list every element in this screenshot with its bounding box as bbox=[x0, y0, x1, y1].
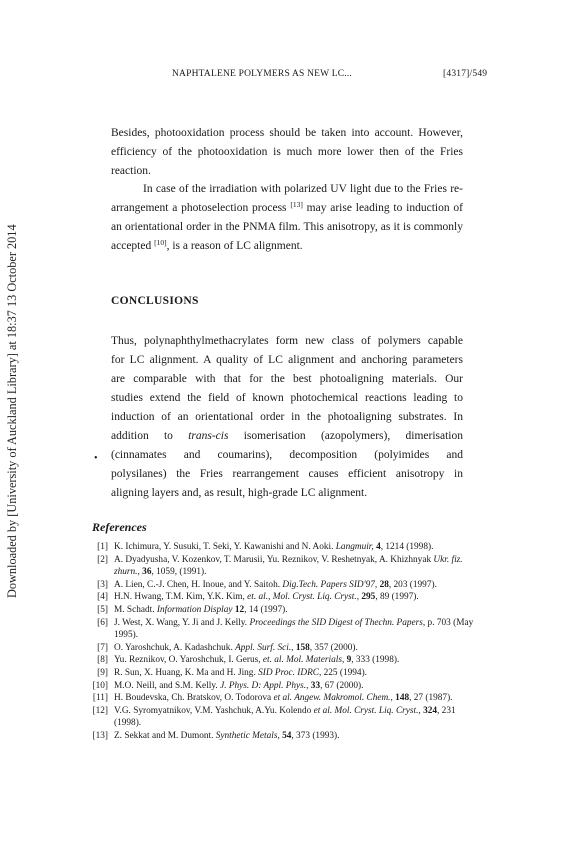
reference-text: A. Lien, C.-J. Chen, H. Inoue, and Y. Saitoh. Dig.Tech. Papers SID'97, 28, 203 (1997). bbox=[114, 579, 437, 590]
reference-text: H.N. Hwang, T.M. Kim, Y.K. Kim, et. al., Mol. Cryst. Liq. Cryst., 295, 89 (1997). bbox=[114, 592, 419, 603]
reference-item bbox=[84, 541, 484, 554]
paragraph-photoselection bbox=[111, 180, 463, 256]
reference-item bbox=[84, 591, 484, 604]
reference-item bbox=[84, 642, 484, 655]
reference-item bbox=[84, 554, 484, 579]
reference-number: [13] bbox=[92, 730, 108, 741]
citation-13: [13] bbox=[290, 200, 303, 209]
running-header bbox=[0, 69, 581, 83]
reference-text: R. Sun, X. Huang, K. Ma and H. Jing. SID Proc. IDRC, 225 (1994). bbox=[114, 667, 367, 678]
citation-10: [10] bbox=[154, 238, 167, 247]
reference-number: [3] bbox=[97, 579, 108, 590]
reference-text: A. Dyadyusha, V. Kozenkov, T. Marusii, Yu. Reznikov, V. Reshetnyak, A. Khizhnyak Ukr. fiz. zhurn., 36, 1059, (1991). bbox=[114, 554, 463, 578]
reference-number: [12] bbox=[92, 705, 108, 716]
reference-text: V.G. Syromyatnikov, V.M. Yashchuk, A.Yu. Kolendo et al. Mol. Cryst. Liq. Cryst., 324, 231 (1998). bbox=[114, 705, 456, 729]
reference-item bbox=[84, 730, 484, 743]
reference-item bbox=[84, 654, 484, 667]
page-number: [4317]/549 bbox=[443, 69, 488, 79]
references-heading: References bbox=[92, 520, 147, 534]
reference-number: [11] bbox=[92, 693, 108, 704]
paragraph-photoselection-part1: In case of the irradiation with polarized UV light due to the Fries re-arrangement a photoselection process bbox=[111, 183, 463, 214]
reference-number: [9] bbox=[97, 667, 108, 678]
conclusions-line: (cinnamates and coumarins), decomposition (polyimides and bbox=[111, 449, 463, 461]
reference-text: H. Boudevska, Ch. Bratskov, O. Todorova et al. Angew. Makromol. Chem., 148, 27 (1987). bbox=[114, 693, 453, 704]
paragraph-photoselection-part2: may arise leading to induction of an orientational order in the PNMA film. This anisotropy, as it is commonly accepted bbox=[111, 202, 463, 252]
conclusions-line: Thus, polynaphthylmethacrylates form new class of polymers capable bbox=[111, 335, 463, 347]
conclusions-line: for LC alignment. A quality of LC alignment and anchoring parameters bbox=[111, 354, 463, 366]
reference-number: [10] bbox=[92, 680, 108, 691]
reference-number: [5] bbox=[97, 604, 108, 615]
reference-number: [1] bbox=[97, 542, 108, 552]
reference-number: [7] bbox=[97, 642, 108, 653]
running-title: NAPHTALENE POLYMERS AS NEW LC... bbox=[172, 69, 353, 79]
reference-number: [2] bbox=[97, 554, 108, 565]
conclusions-line: induction of an orientational order in the photoaligning substrates. In bbox=[111, 411, 463, 423]
reference-text: M.O. Neill, and S.M. Kelly. J. Phys. D: Appl. Phys., 33, 67 (2000). bbox=[114, 680, 364, 691]
paragraph-photoselection-body bbox=[111, 180, 463, 256]
reference-item bbox=[84, 680, 484, 693]
reference-number: [8] bbox=[97, 655, 108, 666]
reference-number: [4] bbox=[97, 592, 108, 603]
paragraph-photooxidation: Besides, photooxidation process should be taken into account. However, efficiency of the photooxidation is much more lower then of the Fries reaction. bbox=[111, 127, 463, 177]
reference-number: [6] bbox=[97, 617, 108, 628]
paragraph-photoselection-part3: , is a reason of LC alignment. bbox=[166, 240, 303, 252]
download-watermark-text: Downloaded by [University of Auckland Library] at 18:37 13 October 2014 bbox=[5, 224, 19, 598]
reference-text: K. Ichimura, Y. Susuki, T. Seki, Y. Kawanishi and N. Aoki. Langmuir, 4, 1214 (1998). bbox=[114, 542, 434, 552]
reference-item bbox=[84, 604, 484, 617]
reference-text: O. Yaroshchuk, A. Kadashchuk. Appl. Surf. Sci., 158, 357 (2000). bbox=[114, 642, 358, 653]
conclusions-paragraph bbox=[111, 332, 463, 503]
conclusions-line: are comparable with that for the best photoaligning materials. Our bbox=[111, 373, 463, 385]
reference-item bbox=[84, 617, 484, 642]
reference-text: Z. Sekkat and M. Dumont. Synthetic Metals, 54, 373 (1993). bbox=[114, 730, 340, 741]
conclusions-line: studies extend the field of known photochemical reactions leading to bbox=[111, 392, 463, 404]
reference-text: Yu. Reznikov, O. Yaroshchuk, I. Gerus, et. al. Mol. Materials, 9, 333 (1998). bbox=[114, 655, 400, 666]
conclusions-line-trans-cis: addition to trans-cis isomerisation (azopolymers), dimerisation bbox=[111, 430, 463, 442]
reference-item bbox=[84, 705, 484, 730]
trans-cis-term: trans-cis bbox=[188, 430, 229, 442]
reference-item bbox=[84, 667, 484, 680]
conclusions-heading: CONCLUSIONS bbox=[111, 295, 199, 307]
margin-bullet: • bbox=[94, 453, 98, 464]
reference-item bbox=[84, 692, 484, 705]
reference-item bbox=[84, 579, 484, 592]
reference-text: J. West, X. Wang, Y. Ji and J. Kelly. Proceedings the SID Digest of Thechn. Papers, p. 703 (May 1995). bbox=[114, 617, 474, 641]
reference-text: M. Schadt. Information Display 12, 14 (1997). bbox=[114, 604, 288, 615]
conclusions-line: polysilanes) the Fries rearrangement causes efficient anisotropy in bbox=[111, 468, 463, 480]
conclusions-line: aligning layers and, as result, high-grade LC alignment. bbox=[111, 487, 368, 499]
reference-list bbox=[84, 541, 484, 743]
